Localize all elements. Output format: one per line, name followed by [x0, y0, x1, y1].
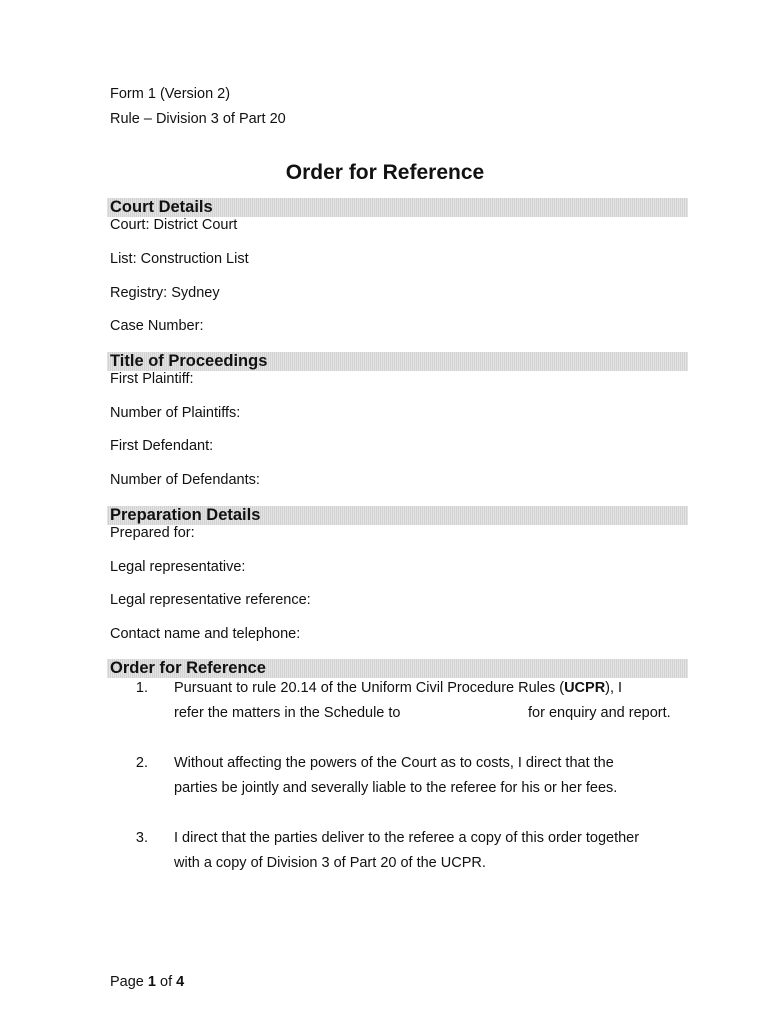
order-item-1-line-2: refer the matters in the Schedule to: [174, 705, 401, 721]
court-field: Court: District Court: [110, 217, 238, 233]
order-item-number: 2.: [135, 755, 148, 771]
order-item-1-text-b: ), I: [605, 680, 623, 696]
title-of-proceedings-heading: Title of Proceedings: [110, 352, 268, 370]
case-number-field: Case Number:: [110, 318, 204, 334]
order-item-number: 1.: [135, 680, 148, 696]
number-of-defendants-field: Number of Defendants:: [110, 472, 260, 488]
page-number: [110, 973, 184, 991]
page-total: 4: [176, 974, 185, 990]
of-word: of: [160, 974, 173, 990]
legal-representative-reference-field: Legal representative reference:: [110, 592, 311, 608]
first-plaintiff-field: First Plaintiff:: [110, 371, 194, 387]
order-item-2-line-2: parties be jointly and severally liable to the referee for his or her fees.: [174, 780, 618, 796]
court-details-heading: Court Details: [110, 198, 213, 216]
contact-field: Contact name and telephone:: [110, 626, 301, 642]
page-title: Order for Reference: [285, 161, 485, 184]
order-item-1-line-2-end: for enquiry and report.: [528, 705, 671, 721]
order-item-3-line-1: I direct that the parties deliver to the referee a copy of this order together: [174, 830, 640, 846]
legal-representative-field: Legal representative:: [110, 559, 246, 575]
page-word: Page: [110, 974, 144, 990]
order-item-3-line-2: with a copy of Division 3 of Part 20 of the UCPR.: [174, 855, 486, 871]
rule-reference: Rule – Division 3 of Part 20: [110, 111, 286, 127]
order-item-1-line-1: [174, 679, 622, 697]
order-item-number: 3.: [135, 830, 148, 846]
first-defendant-field: First Defendant:: [110, 438, 214, 454]
page-current: 1: [147, 974, 156, 990]
ucpr-abbreviation: UCPR: [564, 680, 606, 696]
form-version: Form 1 (Version 2): [110, 86, 231, 102]
list-field: List: Construction List: [110, 251, 249, 267]
registry-field: Registry: Sydney: [110, 285, 220, 301]
prepared-for-field: Prepared for:: [110, 525, 195, 541]
order-item-2-line-1: Without affecting the powers of the Court as to costs, I direct that the: [174, 755, 614, 771]
order-item-1-text-a: Pursuant to rule 20.14 of the Uniform Civil Procedure Rules (: [174, 680, 565, 696]
order-for-reference-heading: Order for Reference: [110, 659, 266, 677]
number-of-plaintiffs-field: Number of Plaintiffs:: [110, 405, 241, 421]
preparation-details-heading: Preparation Details: [110, 506, 261, 524]
